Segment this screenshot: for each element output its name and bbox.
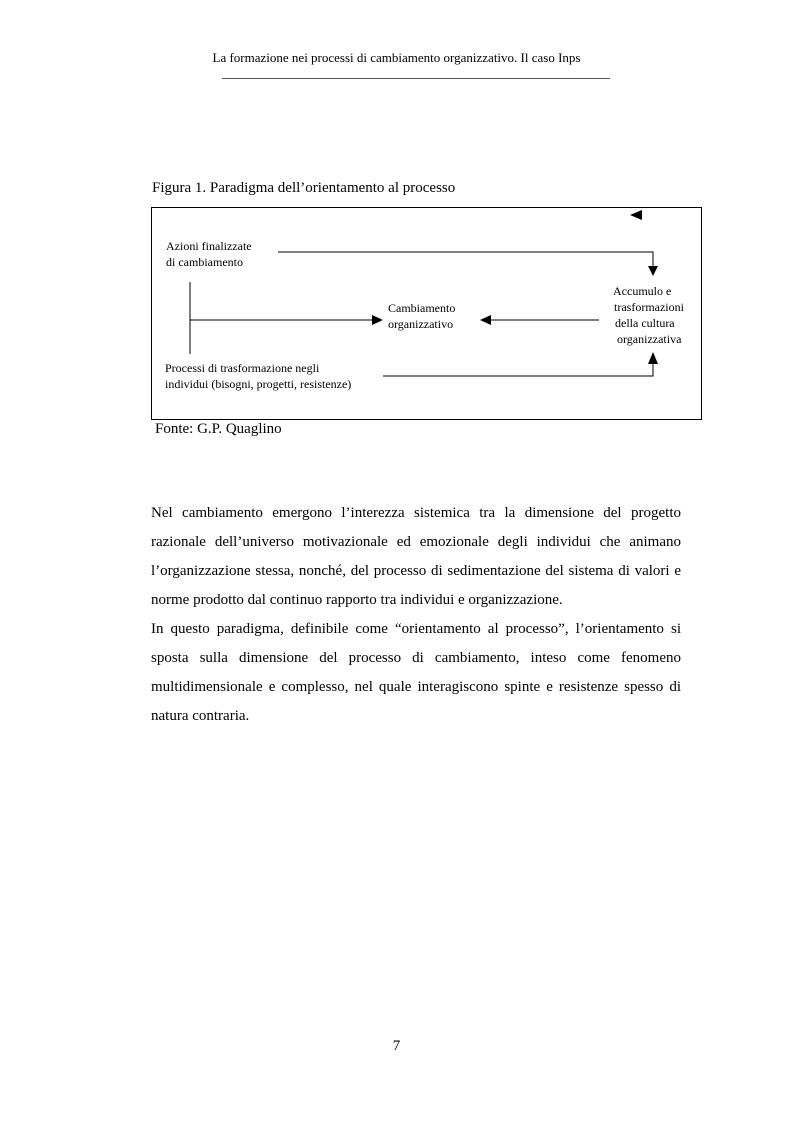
connector-processi-accumulo [383, 361, 653, 376]
node-processi [165, 360, 351, 392]
arrowhead-left [480, 315, 491, 325]
node-accumulo-line4: organizzativa [617, 332, 682, 346]
node-azioni [166, 238, 252, 270]
connector-azioni-accumulo [278, 252, 653, 269]
node-accumulo-line1: Accumulo e [613, 284, 672, 298]
body-text [151, 499, 681, 731]
node-cambiamento-line1: Cambiamento [388, 301, 456, 315]
node-azioni-line2: di cambiamento [166, 255, 243, 269]
figure-caption: Figura 1. Paradigma dell’orientamento al processo [152, 180, 456, 196]
node-processi-line1: Processi di trasformazione negli [165, 361, 320, 375]
arrowhead-down [648, 266, 658, 276]
marker-arrow [630, 210, 642, 220]
arrowhead-up [648, 352, 658, 364]
paragraph: In questo paradigma, definibile come “orientamento al processo”, l’orientamento si sposta sulla dimensione del processo di cambiamento, inteso come fenomeno multidimensionale e complesso, nel quale interagiscono spinte e resistenze spesso di natura contraria. [151, 621, 681, 724]
node-accumulo-line2: trasformazioni [614, 300, 684, 314]
page-number: 7 [392, 1038, 401, 1054]
paragraph: Nel cambiamento emergono l’interezza sistemica tra la dimensione del progetto razionale dell’universo motivazionale ed emozionale degli individui che animano l’organizzazione stessa, nonché, del processo di sedimentazione del sistema di valori e norme prodotto dal continuo rapporto tra individui e organizzazione. [151, 505, 681, 608]
process-diagram [151, 207, 702, 420]
node-accumulo [610, 283, 684, 347]
figure-source: Fonte: G.P. Quaglino [155, 421, 282, 437]
header-rule [222, 78, 610, 79]
arrowhead-right [372, 315, 383, 325]
node-processi-line2: individui (bisogni, progetti, resistenze) [165, 377, 352, 391]
node-accumulo-line3: della cultura [615, 316, 675, 330]
node-azioni-line1: Azioni finalizzate [166, 239, 252, 253]
running-header: La formazione nei processi di cambiamento organizzativo. Il caso Inps [212, 50, 581, 65]
node-cambiamento-line2: organizzativo [388, 317, 454, 331]
node-cambiamento [388, 300, 455, 332]
